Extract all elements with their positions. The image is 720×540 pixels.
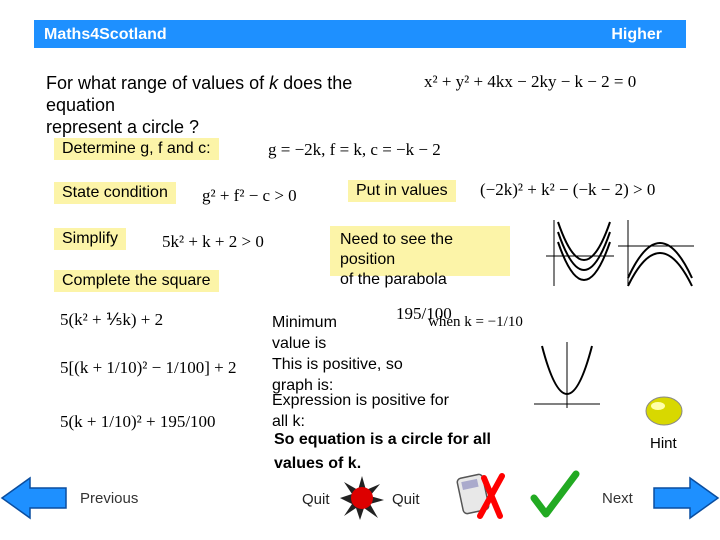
hint-bulb-icon[interactable] — [644, 394, 684, 428]
determine-box: Determine g, f and c: — [54, 138, 219, 160]
next-button[interactable]: Next — [602, 490, 633, 507]
simplify-box: Simplify — [54, 228, 126, 250]
next-arrow-icon[interactable] — [652, 476, 720, 520]
conclusion-text: So equation is a circle for all values of k. — [274, 431, 491, 472]
quit-stop-icon[interactable] — [340, 476, 384, 520]
minimum-text: Minimum value is This is positive, so graph is: — [272, 314, 403, 394]
expression-positive-text: Expression is positive for all k: — [272, 392, 449, 430]
complete-square-line1: 5(k² + ⅕k) + 2 — [60, 310, 164, 329]
positive-parabola-graphic — [534, 342, 600, 408]
question-equation: x² + y² + 4kx − 2ky − k − 2 = 0 — [424, 72, 637, 91]
hint-button[interactable]: Hint — [650, 435, 677, 452]
minimum-value: 195/100 — [396, 304, 452, 323]
need-position-note: Need to see the position of the parabola — [340, 231, 453, 288]
put-in-values-box: Put in values — [348, 180, 456, 202]
gfc-values: g = −2k, f = k, c = −k − 2 — [268, 140, 441, 159]
calculator-icon — [456, 470, 516, 520]
question-text: For what range of values of k does the equation represent a circle ? — [46, 73, 353, 137]
title-bar — [34, 20, 686, 48]
complete-square-line2: 5[(k + 1/10)² − 1/100] + 2 — [60, 358, 237, 377]
condition-formula: g² + f² − c > 0 — [202, 186, 297, 205]
quit-button-2[interactable]: Quit — [392, 491, 420, 508]
parabola-options-graphic — [546, 218, 696, 288]
level-label: Higher — [611, 26, 662, 43]
tick-icon[interactable] — [530, 470, 580, 520]
previous-arrow-icon[interactable] — [0, 476, 68, 520]
minimum-when: when k = −1/10 — [428, 314, 523, 330]
complete-square-box: Complete the square — [54, 270, 219, 292]
put-in-expression: (−2k)² + k² − (−k − 2) > 0 — [480, 180, 656, 199]
state-condition-box: State condition — [54, 182, 176, 204]
simplified-expression: 5k² + k + 2 > 0 — [162, 232, 264, 251]
site-title: Maths4Scotland — [44, 26, 167, 43]
complete-square-line3: 5(k + 1/10)² + 195/100 — [60, 412, 216, 431]
quit-button-1[interactable]: Quit — [302, 491, 330, 508]
previous-button[interactable]: Previous — [80, 490, 139, 507]
